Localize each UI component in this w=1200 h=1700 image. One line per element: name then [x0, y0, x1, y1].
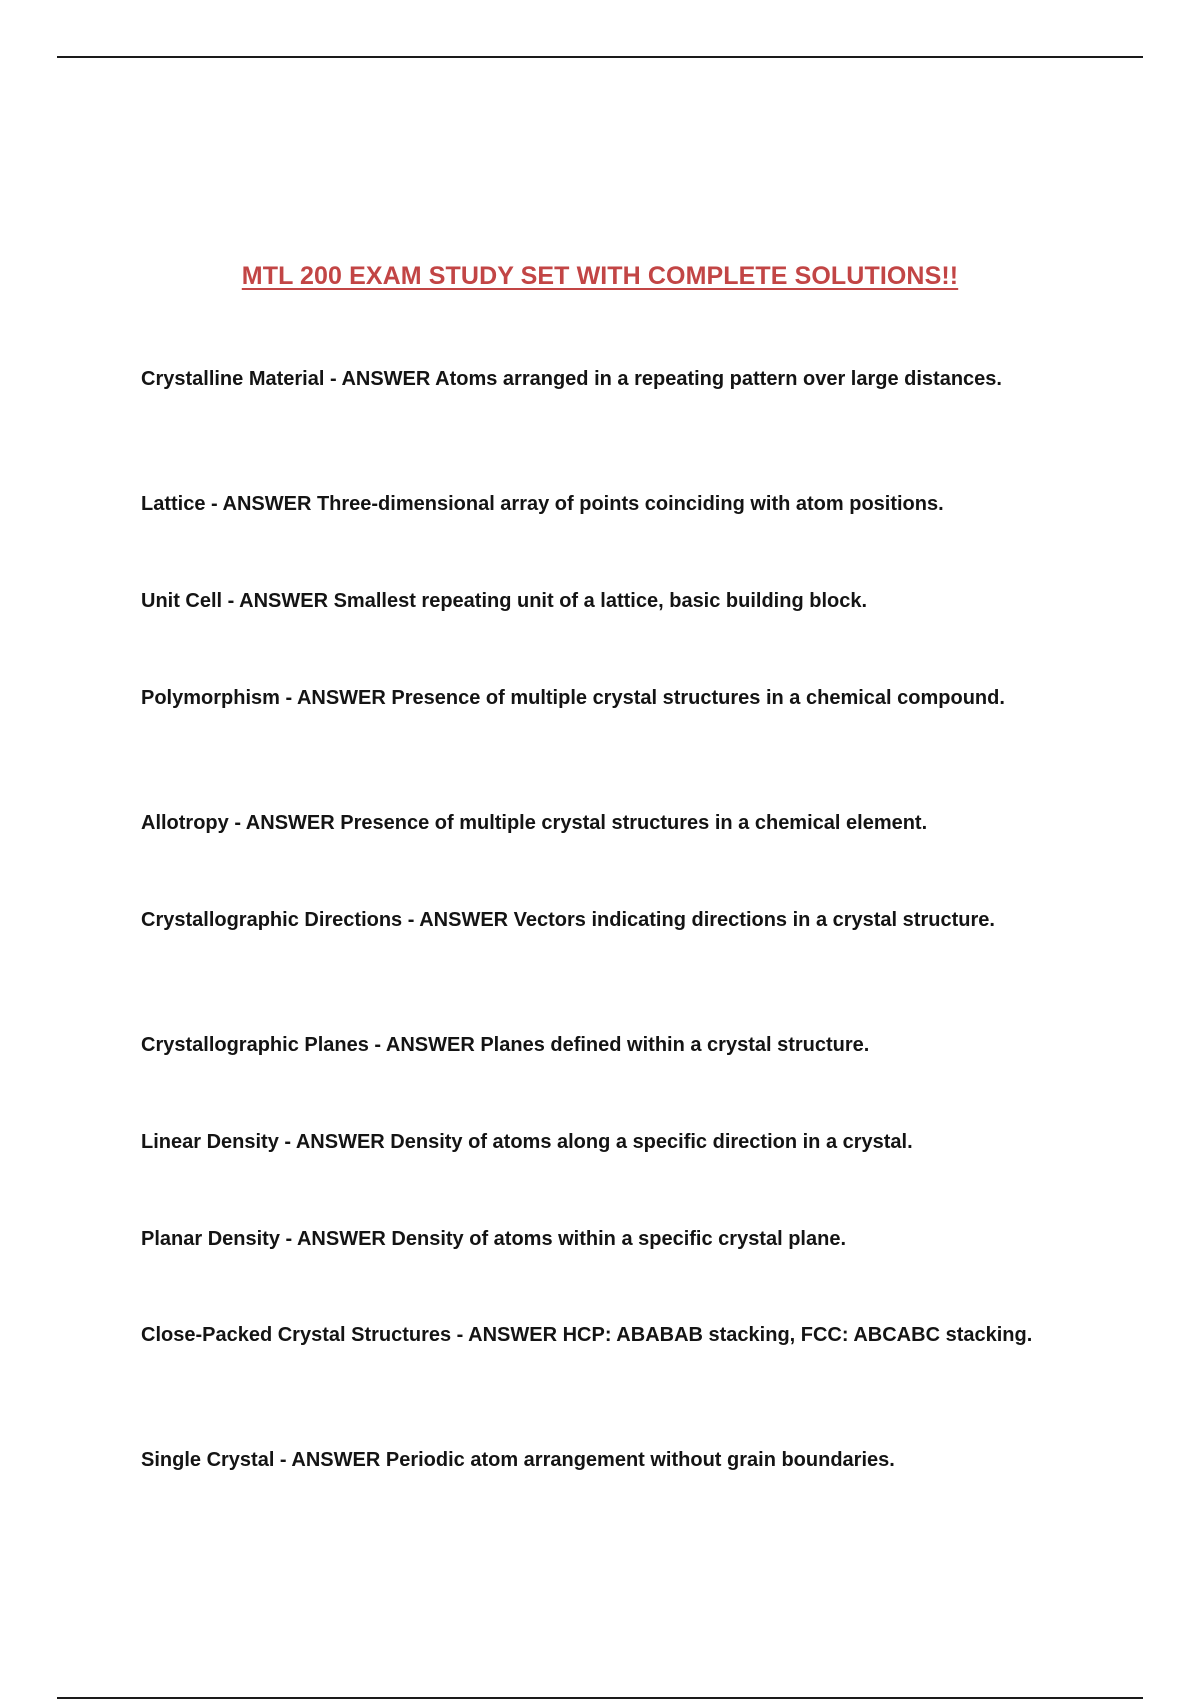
entry-crystallographic-planes: Crystallographic Planes - ANSWER Planes defined within a crystal structure.	[141, 1034, 870, 1056]
entry-linear-density: Linear Density - ANSWER Density of atoms along a specific direction in a crystal.	[141, 1131, 913, 1153]
entry-single-crystal: Single Crystal - ANSWER Periodic atom arrangement without grain boundaries.	[141, 1449, 895, 1471]
entry-allotropy: Allotropy - ANSWER Presence of multiple crystal structures in a chemical element.	[141, 812, 928, 834]
entry-crystalline-material: Crystalline Material - ANSWER Atoms arranged in a repeating pattern over large distances.	[141, 368, 1002, 390]
entry-lattice: Lattice - ANSWER Three-dimensional array of points coinciding with atom positions.	[141, 493, 944, 515]
entry-polymorphism: Polymorphism - ANSWER Presence of multiple crystal structures in a chemical compound.	[141, 687, 1005, 709]
document-title: MTL 200 EXAM STUDY SET WITH COMPLETE SOLUTIONS!!	[241, 262, 959, 290]
top-rule	[57, 56, 1143, 58]
entry-unit-cell: Unit Cell - ANSWER Smallest repeating unit of a lattice, basic building block.	[141, 590, 868, 612]
bottom-rule	[57, 1697, 1143, 1699]
entry-close-packed-structures: Close-Packed Crystal Structures - ANSWER HCP: ABABAB stacking, FCC: ABCABC stacking.	[141, 1324, 1033, 1346]
entry-crystallographic-directions: Crystallographic Directions - ANSWER Vectors indicating directions in a crystal structure.	[141, 909, 995, 931]
entry-planar-density: Planar Density - ANSWER Density of atoms within a specific crystal plane.	[141, 1228, 846, 1250]
